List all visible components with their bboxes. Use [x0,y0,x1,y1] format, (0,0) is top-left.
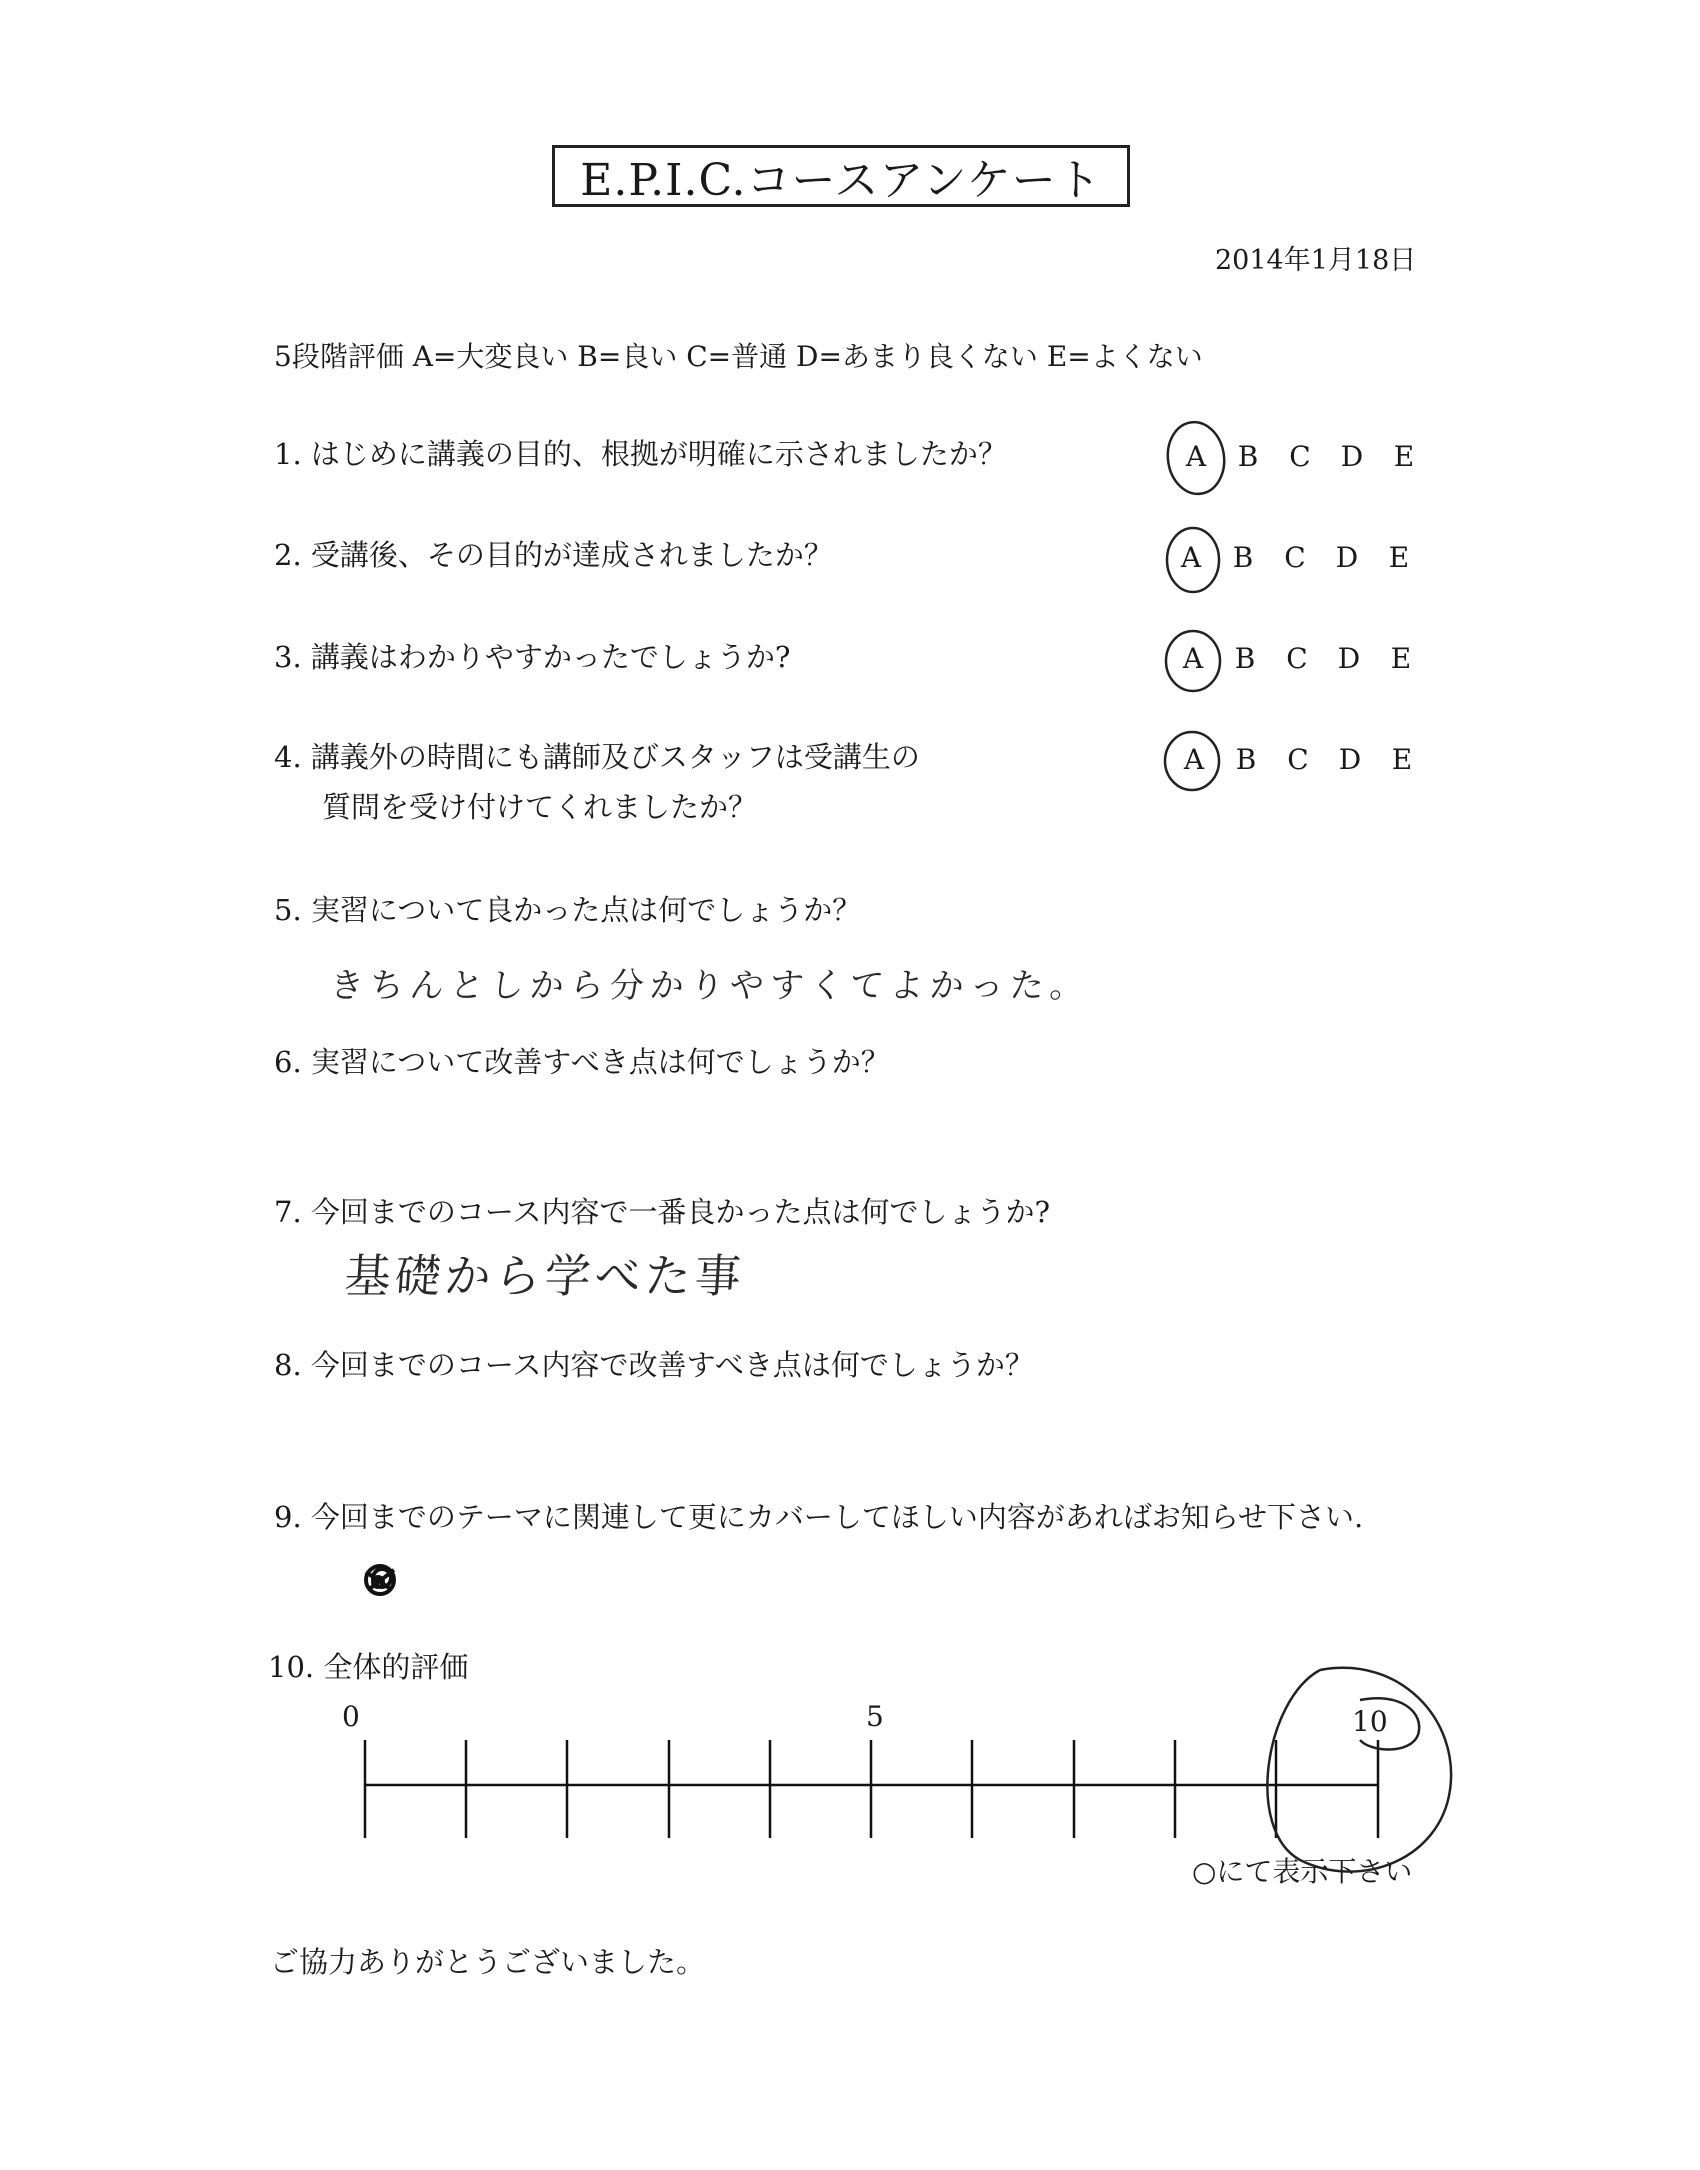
question-3-text: 3. 講義はわかりやすかったでしょうか? [274,640,791,674]
option-e[interactable]: E [1391,743,1413,776]
option-d[interactable]: D [1340,440,1364,473]
q3-selection-circle [1166,631,1220,691]
option-a[interactable]: A [1183,743,1205,776]
option-e[interactable]: E [1388,541,1410,574]
q1-selection-circle [1163,418,1228,497]
option-b[interactable]: B [1237,440,1259,473]
option-a[interactable]: A [1182,642,1204,675]
option-c[interactable]: C [1287,743,1309,776]
question-6-text: 6. 実習について改善すべき点は何でしょうか？ [274,1045,890,1079]
question-5-text: 5. 実習について良かった点は何でしょうか？ [274,893,862,927]
question-2-text: 2. 受講後、その目的が達成されましたか？ [274,538,833,572]
question-9-text: 9. 今回までのテーマに関連して更にカバーしてほしい内容があればお知らせ下さい. [274,1500,1364,1534]
option-d[interactable]: D [1335,541,1359,574]
scale-label-mid: 5 [866,1700,884,1733]
question-7-answer[interactable]: 基礎から学べた事 [342,1249,747,1303]
question-8-text: 8. 今回までのコース内容で改善すべき点は何でしょうか？ [274,1348,1034,1382]
option-b[interactable]: B [1232,541,1254,574]
option-a[interactable]: A [1180,541,1202,574]
thanks-message: ご協力ありがとうございました。 [270,1945,706,1979]
question-4-text-line2: 質問を受け付けてくれましたか？ [322,790,758,824]
survey-date: 2014年1月18日 [1215,245,1417,276]
q10-selection-circle [1267,1668,1451,1872]
option-b[interactable]: B [1235,743,1257,776]
option-d[interactable]: D [1338,743,1362,776]
option-c[interactable]: C [1286,642,1308,675]
option-c[interactable]: C [1289,440,1311,473]
option-e[interactable]: E [1390,642,1412,675]
scale-label-min: 0 [342,1700,360,1733]
question-5-answer[interactable]: きちんとしから分かりやすくてよかった。 [328,966,1092,1006]
scale-instruction: ○にて表示下さい [1192,1855,1413,1888]
option-b[interactable]: B [1234,642,1256,675]
q4-selection-circle [1165,732,1219,790]
q9-scribble [366,1566,394,1594]
question-7-text: 7. 今回までのコース内容で一番良かった点は何でしょうか? [274,1195,1050,1229]
option-c[interactable]: C [1284,541,1306,574]
overall-rating-scale [365,1740,1378,1838]
question-4-text-line1: 4. 講義外の時間にも講師及びスタッフは受講生の [274,740,920,774]
q2-selection-circle [1167,528,1219,592]
survey-title: E.P.I.C.コースアンケート [552,145,1130,207]
option-d[interactable]: D [1337,642,1361,675]
scale-label-max: 10 [1352,1705,1388,1738]
option-e[interactable]: E [1393,440,1415,473]
rating-scale-legend: 5段階評価 A=大変良い B=良い C=普通 D=あまり良くない E=よくない [274,340,1203,373]
question-10-text: 10. 全体的評価 [268,1650,469,1684]
option-a[interactable]: A [1185,440,1207,473]
question-1-text: 1. はじめに講義の目的、根拠が明確に示されましたか？ [274,437,1007,471]
